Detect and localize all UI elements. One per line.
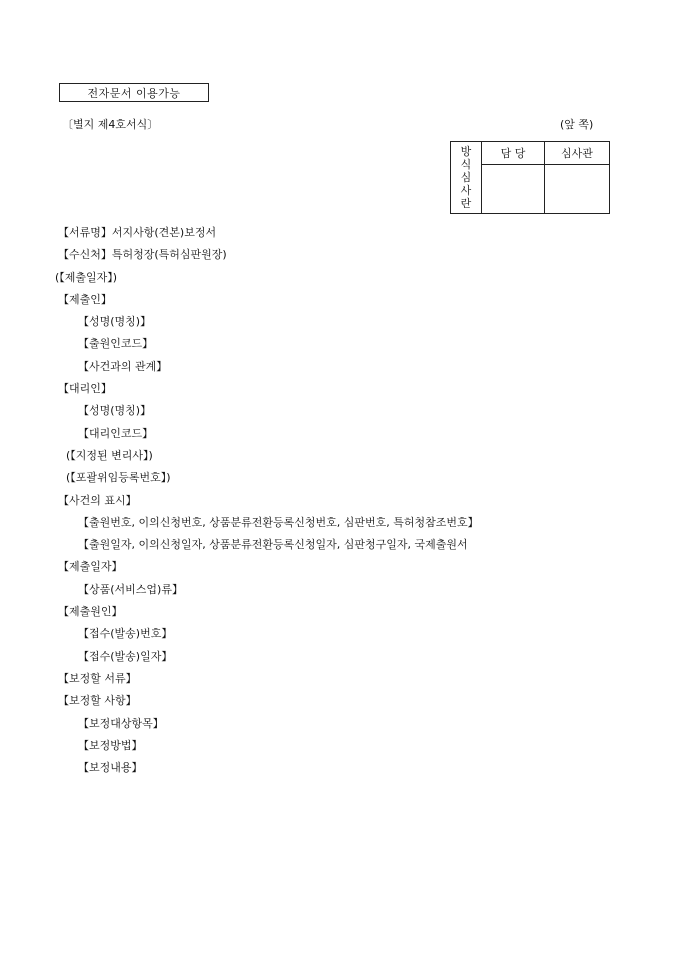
receipt-number: 【접수(발송)번호】 <box>78 627 173 641</box>
amend-items-heading: 【보정할 사항】 <box>58 694 137 708</box>
submitter-name: 【성명(명칭)】 <box>78 315 152 329</box>
usage-label-box <box>59 83 209 102</box>
submission-date-optional: (【제출일자】) <box>55 270 118 284</box>
usage-label: 전자문서 이용가능 <box>87 86 181 100</box>
page-side: (앞 쪽) <box>560 118 594 131</box>
general-power-number: (【포괄위임등록번호】) <box>66 471 171 485</box>
review-col-manager: 담 당 <box>482 142 545 165</box>
amend-method: 【보정방법】 <box>78 738 143 752</box>
review-vertical-label: 방 식 심 사 란 <box>451 142 482 214</box>
form-id: 〔별지 제4호서식〕 <box>62 118 159 131</box>
recipient: 【수신처】특허청장(특허심판원장) <box>58 248 227 262</box>
submitter-heading: 【제출인】 <box>58 292 112 306</box>
review-col-examiner: 심사관 <box>545 142 610 165</box>
amend-document: 【보정할 서류】 <box>58 671 137 685</box>
review-manager-cell[interactable] <box>482 165 545 214</box>
document-name: 【서류명】서지사항(견본)보정서 <box>58 226 217 239</box>
case-relation: 【사건과의 관계】 <box>78 359 168 373</box>
form-body <box>55 222 658 779</box>
amend-target: 【보정대상항목】 <box>78 716 164 730</box>
case-numbers: 【출원번호, 이의신청번호, 상품분류전환등록신청번호, 심판번호, 특허청참조번호】 <box>78 515 479 529</box>
applicant-code: 【출원인코드】 <box>78 337 154 351</box>
agent-heading: 【대리인】 <box>58 382 112 396</box>
review-table <box>450 141 610 214</box>
submission-cause-heading: 【제출원인】 <box>58 605 123 619</box>
receipt-date: 【접수(발송)일자】 <box>78 649 173 663</box>
submission-date: 【제출일자】 <box>58 560 123 574</box>
amend-content: 【보정내용】 <box>78 761 143 775</box>
agent-name: 【성명(명칭)】 <box>78 404 152 418</box>
goods-class: 【상품(서비스업)류】 <box>78 582 183 596</box>
case-heading: 【사건의 표시】 <box>58 493 137 507</box>
designated-attorney: (【지정된 변리사】) <box>66 448 153 462</box>
agent-code: 【대리인코드】 <box>78 426 154 440</box>
review-examiner-cell[interactable] <box>545 165 610 214</box>
case-dates: 【출원일자, 이의신청일자, 상품분류전환등록신청일자, 심판청구일자, 국제출원서 <box>78 538 468 552</box>
